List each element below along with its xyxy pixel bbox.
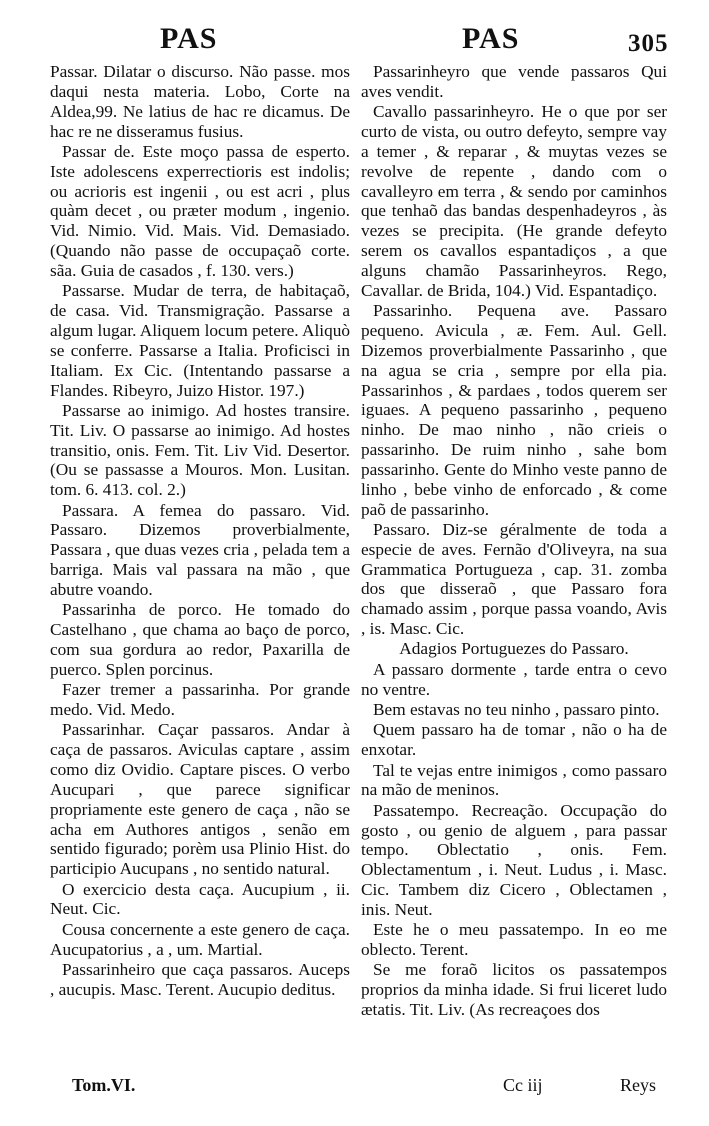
entry-passatempo: Passatempo. Recreação. Occupação do gosto , ou genio de alguem , para passar tempo. Oblectatio , onis. Fem. Oblectamentum , i. Neut. Ludus , i. Masc. Cic. Tambem diz Cicero , Oblectamen , inis. Neut. xyxy=(361,800,667,919)
entry-este-he: Este he o meu passatempo. In eo me oblecto. Terent. xyxy=(361,920,667,960)
left-headword: PAS xyxy=(160,22,218,55)
entry-cousa-concernente: Cousa concernente a este genero de caça. Aucupatorius , a , um. Martial. xyxy=(50,919,350,959)
entry-cavallo-passarinheyro: Cavallo passarinheyro. He o que por ser curto de vista, ou outro defeyto, sempre vay a temer , & reparar , & muytas vezes se revolve de repente , dando com o cavalleyro em terra , & sendo por caminhos que tenhaõ das bandas despenhadeyros , às vezes se precipita. (He grande defeyto serem os cavallos espantadiços , a que alguns chamão Passarinheyros. Rego, Cavallar. de Brida, 104.) Vid. Espantadiço. xyxy=(361,102,667,300)
entry-exercicio: O exercicio desta caça. Aucupium , ii. Neut. Cic. xyxy=(50,879,350,919)
catchword: Reys xyxy=(620,1075,656,1095)
entry-passar-de: Passar de. Este moço passa de esperto. Iste adolescens experrectioris est indolis; ou acrioris est ingenii , ou est acri , plus quàm decet , ou præter modum , ingenio. Vid. Nimio. Vid. Mais. Vid. Demasiado. (Quando não passe de occupaçaõ corte. sãa. Guia de casados , f. 130. vers.) xyxy=(50,141,350,280)
entry-passarse-inimigo: Passarse ao inimigo. Ad hostes transire. Tit. Liv. O passarse ao inimigo. Ad hostes transitio, onis. Fem. Tit. Liv Vid. Desertor. (Ou se passasse a Mouros. Mon. Lusitan. tom. 6. 413. col. 2.) xyxy=(50,400,350,500)
entry-passarinheiro: Passarinheiro que caça passaros. Auceps , aucupis. Masc. Terent. Aucupio deditus. xyxy=(50,959,350,999)
entry-passar-dilatar: Passar. Dilatar o discurso. Não passe. mos daqui nesta materia. Lobo, Corte na Aldea,99. Ne latius de hac re dicamus. De hac re ne disseramus fusius. xyxy=(50,62,350,141)
entry-passaro: Passaro. Diz-se géralmente de toda a especie de aves. Fernão d'Oliveyra, na sua Grammatica Portugueza , cap. 31. zomba dos que disseraõ , que Passaro fora chamado assim , porque passa voando, Avis , is. Masc. Cic. xyxy=(361,519,667,639)
gathering-mark: Cc iij xyxy=(503,1075,543,1095)
left-column xyxy=(50,62,350,1000)
entry-fazer-tremer: Fazer tremer a passarinha. Por grande medo. Vid. Medo. xyxy=(50,680,350,719)
entry-passara: Passara. A femea do passaro. Vid. Passaro. Dizemos proverbialmente, Passara , que duas vezes cria , pelada tem a barriga. Mais val passara na mão , que abutre voando. xyxy=(50,500,350,599)
adagios-heading: Adagios Portuguezes do Passaro. xyxy=(399,639,629,659)
entry-passarinho: Passarinho. Pequena ave. Passaro pequeno. Avicula , æ. Fem. Aul. Gell. Dizemos proverbialmente Passarinho , que na agua se cria , sempre por ella pia. Passarinhos , & pardaes , todos querem ser iguaes. A pequeno passarinho , pequeno ninho. De mao ninho , não crieis o passarinho. De ruim ninho , sahe bom passarinho. Gente do Minho veste panno de linho , bebe vinho de enforcado , & come paõ de passarinho. xyxy=(361,301,667,519)
entry-se-me-forao: Se me foraõ licitos os passatempos proprios da minha idade. Si frui liceret ludo ætatis. Tit. Liv. (As recreaçoes dos xyxy=(361,960,667,1020)
entry-passarinheyro: Passarinheyro que vende passaros Qui aves vendit. xyxy=(361,62,667,101)
right-column xyxy=(361,62,667,1021)
entry-passarinha: Passarinha de porco. He tomado do Castelhano , que chama ao baço de porco, com sua gordura ao redor, Paxarilla de puerco. Splen porcinus. xyxy=(50,600,350,679)
right-headword: PAS xyxy=(462,22,520,55)
adage-1: A passaro dormente , tarde entra o cevo no ventre. xyxy=(361,659,667,699)
adage-3: Quem passaro ha de tomar , não o ha de enxotar. xyxy=(361,720,667,760)
volume-signature: Tom.VI. xyxy=(72,1075,136,1095)
entry-passarinhar: Passarinhar. Caçar passaros. Andar à caça de passaros. Aviculas captare , assim como diz Ovidio. Captare pisces. O verbo Aucupari , que parece significar propriamente este genero de caça , não se acha em Authores antigos , senão em sentido figurado; porèm usa Plinio Hist. do participio Aucupans , no sentido natural. xyxy=(50,720,350,879)
adage-2: Bem estavas no teu ninho , passaro pinto. xyxy=(373,700,660,719)
entry-passarse: Passarse. Mudar de terra, de habitaçaõ, de casa. Vid. Transmigração. Passarse a algum lugar. Aliquem locum petere. Aliquò se conferre. Passarse a Italia. Proficisci in Italiam. Ex Cic. (Intentando passarse a Flandes. Ribeyro, Juizo Histor. 197.) xyxy=(50,281,350,400)
adage-4: Tal te vejas entre inimigos , como passaro na mão de meninos. xyxy=(361,760,667,800)
page-number: 305 xyxy=(628,30,669,57)
